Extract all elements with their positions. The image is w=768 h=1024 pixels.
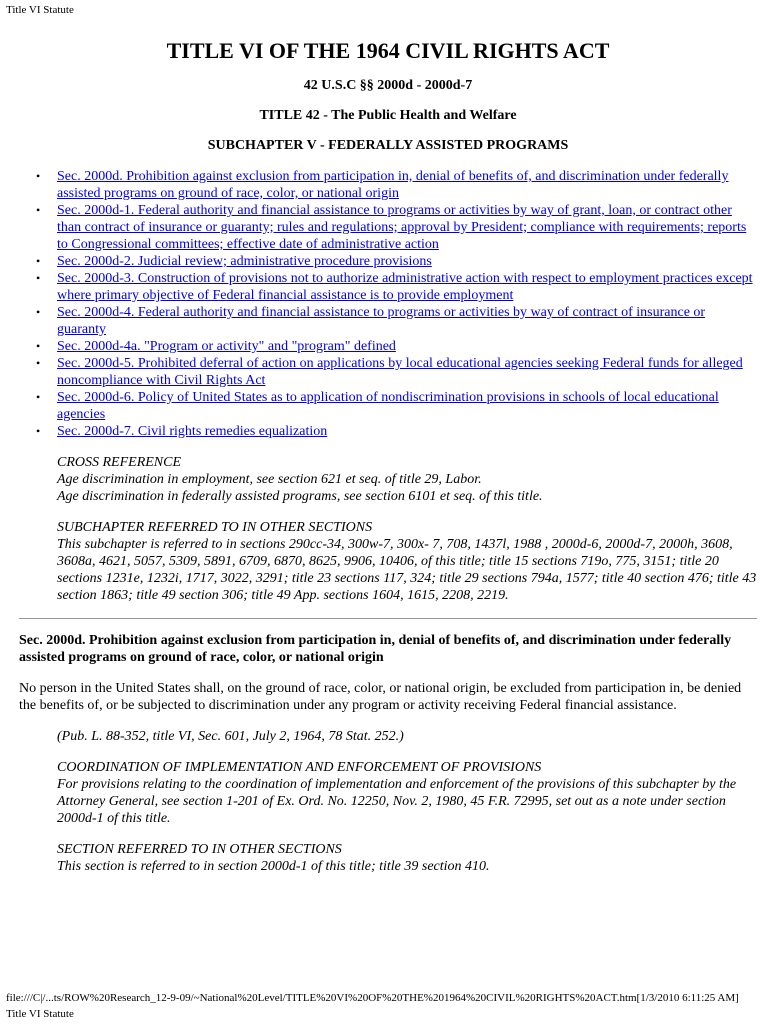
section-link-2000d-5[interactable]: Sec. 2000d-5. Prohibited deferral of action on applications by local educational agencies seeking Federal funds for alleged noncompliance with Civil Rights Act: [57, 355, 743, 388]
cross-reference-line: Age discrimination in federally assisted programs, see section 6101 et seq. of this title.: [57, 488, 543, 504]
coordination-text: For provisions relating to the coordination of implementation and enforcement of the provisions of this subchapter by the Attorney General, see section 1-201 of Ex. Ord. No. 12250, Nov. 2, 1980, 45 F.R. 72995, set out as a note under section 2000d-1 of this title.: [57, 776, 737, 826]
list-item: [57, 202, 757, 253]
section-title: Sec. 2000d. Prohibition against exclusion from participation in, denial of benefits of, and discrimination under federally assisted programs on ground of race, color, or national origin: [19, 632, 732, 665]
document-body: [19, 38, 757, 875]
page-title: TITLE VI OF THE 1964 CIVIL RIGHTS ACT: [166, 38, 610, 63]
list-item: [57, 270, 757, 304]
coordination-heading: COORDINATION OF IMPLEMENTATION AND ENFORCEMENT OF PROVISIONS: [57, 759, 542, 775]
subchapter-heading: SUBCHAPTER V - FEDERALLY ASSISTED PROGRAMS: [207, 137, 569, 153]
section-link-2000d-4a[interactable]: Sec. 2000d-4a. "Program or activity" and "program" defined: [57, 338, 396, 354]
section-link-2000d-3[interactable]: Sec. 2000d-3. Construction of provisions not to authorize administrative action with respect to employment practices except where primary objective of Federal financial assistance is to provide employment: [57, 270, 753, 303]
list-item: [57, 253, 757, 270]
list-item: [57, 304, 757, 338]
section-references-text: This section is referred to in section 2000d-1 of this title; title 39 section 410.: [57, 858, 490, 874]
section-body: No person in the United States shall, on the ground of race, color, or national origin, be excluded from participation in, be denied the benefits of, or be subjected to discrimination under any program or activity receiving Federal financial assistance.: [19, 680, 742, 713]
title-42-heading: TITLE 42 - The Public Health and Welfare: [259, 108, 517, 124]
section-link-2000d-6[interactable]: Sec. 2000d-6. Policy of United States as to application of nondiscrimination provisions in schools of local educational agencies: [57, 389, 719, 422]
list-item: [57, 423, 757, 440]
subchapter-references-heading: SUBCHAPTER REFERRED TO IN OTHER SECTIONS: [57, 519, 373, 535]
section-link-2000d-2[interactable]: Sec. 2000d-2. Judicial review; administrative procedure provisions: [57, 253, 432, 269]
section-link-2000d-7[interactable]: Sec. 2000d-7. Civil rights remedies equalization: [57, 423, 328, 439]
cross-reference-line: Age discrimination in employment, see section 621 et seq. of title 29, Labor.: [57, 471, 482, 487]
section-link-2000d-1[interactable]: Sec. 2000d-1. Federal authority and financial assistance to programs or activities by way of grant, loan, or contract other than contract of insurance or guaranty; rules and regulations; approval by President; compliance with requirements; reports to Congressional committees; effective date of administrative action: [57, 202, 747, 252]
section-link-list: [19, 168, 757, 440]
section-divider: [19, 618, 757, 619]
print-footer-url: file:///C|/...ts/ROW%20Research_12-9-09/~National%20Level/TITLE%20VI%20OF%20THE%201964%20CIVIL%20RIGHTS%20ACT.htm[1/3/2010 6:11:25 AM]: [6, 992, 739, 1004]
print-header-title: Title VI Statute: [6, 4, 74, 16]
list-item: [57, 338, 757, 355]
subchapter-references: [57, 519, 757, 604]
section-link-2000d-4[interactable]: Sec. 2000d-4. Federal authority and financial assistance to programs or activities by way of contract of insurance or guaranty: [57, 304, 706, 337]
list-item: [57, 355, 757, 389]
coordination-note: [57, 759, 757, 827]
cross-reference: [57, 454, 757, 505]
list-item: [57, 168, 757, 202]
public-law-citation: (Pub. L. 88-352, title VI, Sec. 601, July 2, 1964, 78 Stat. 252.): [57, 728, 404, 744]
list-item: [57, 389, 757, 423]
section-references: [57, 841, 757, 875]
print-footer-title: Title VI Statute: [6, 1008, 74, 1020]
subchapter-references-text: This subchapter is referred to in sections 290cc-34, 300w-7, 300x- 7, 708, 1437l, 1988 , 2000d-6, 2000d-7, 2000h, 3608, 3608a, 4621, 5057, 5309, 5891, 6709, 6870, 8625, 9906, 10406, of this title; title 15 sections 719o, 775, 3151; title 20 sections 1231e, 1232i, 1717, 3022, 3291; title 23 sections 117, 324; title 29 sections 794a, 1577; title 40 section 476; title 43 section 1863; title 49 section 306; title 49 App. sections 1604, 1615, 2208, 2219.: [57, 536, 757, 603]
section-references-heading: SECTION REFERRED TO IN OTHER SECTIONS: [57, 841, 342, 857]
section-link-2000d[interactable]: Sec. 2000d. Prohibition against exclusion from participation in, denial of benefits of, and discrimination under federally assisted programs on ground of race, color, or national origin: [57, 168, 729, 201]
cross-reference-heading: CROSS REFERENCE: [57, 454, 182, 470]
usc-citation: 42 U.S.C §§ 2000d - 2000d-7: [303, 78, 473, 94]
